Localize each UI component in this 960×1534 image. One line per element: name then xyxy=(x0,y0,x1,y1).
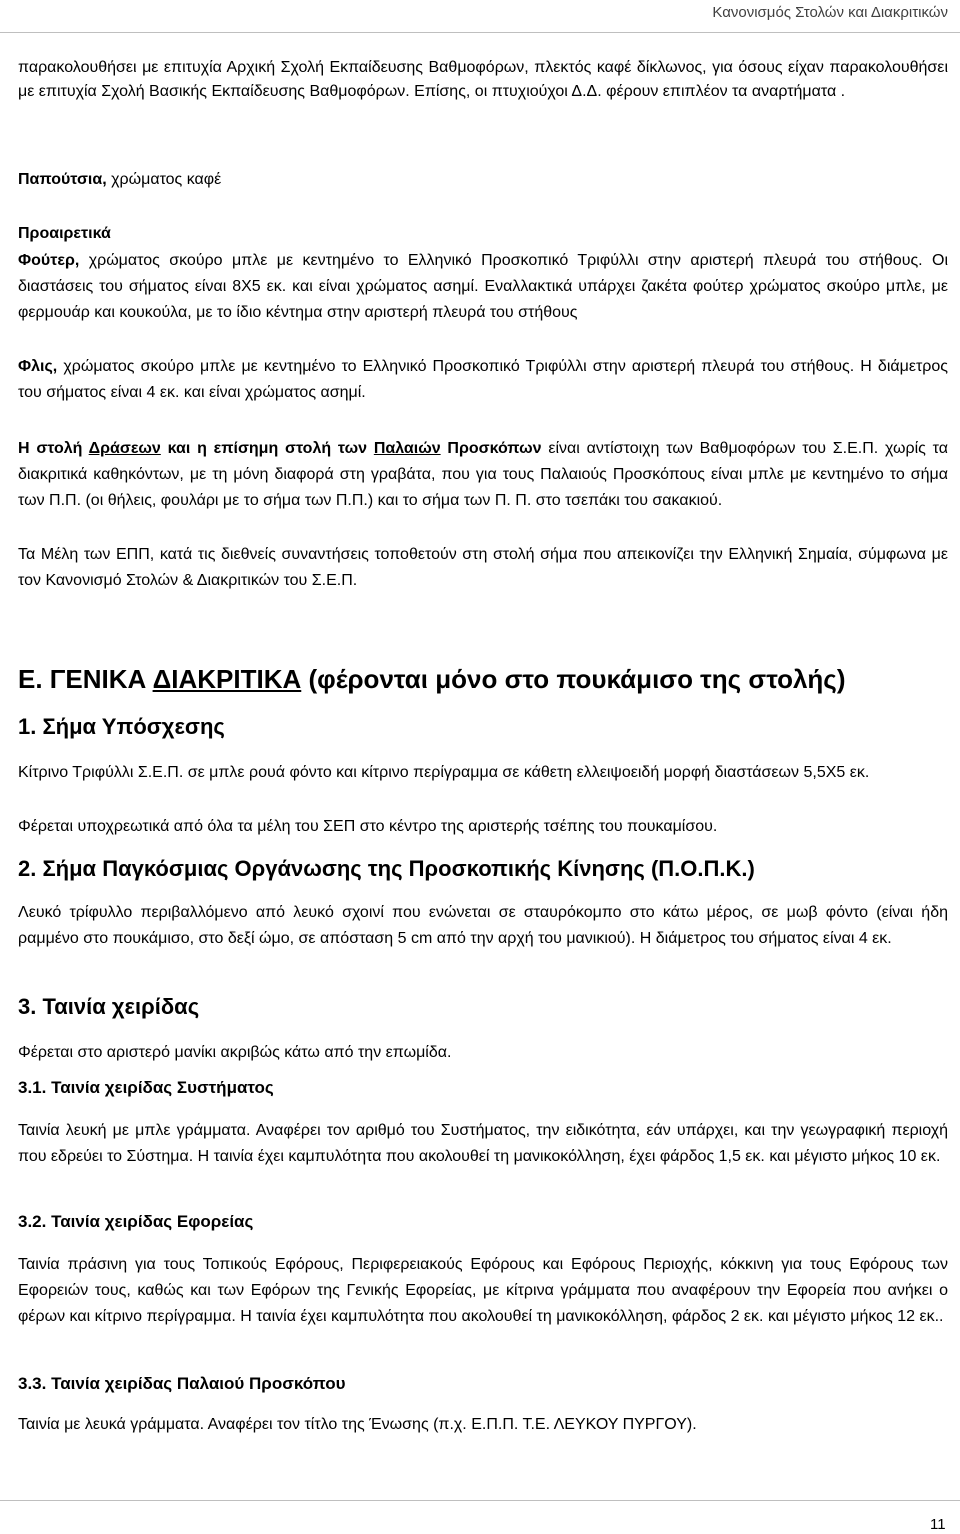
fleece-label: Φλις, xyxy=(18,358,58,375)
running-header: Κανονισμός Στολών και Διακριτικών xyxy=(712,4,948,21)
fleece-paragraph xyxy=(18,354,948,406)
section-2-heading: 2. Σήμα Παγκόσμιας Οργάνωσης της Προσκοπικής Κίνησης (Π.Ο.Π.Κ.) xyxy=(18,856,755,881)
shoes-text: χρώματος καφέ xyxy=(106,171,222,188)
section-1-paragraph-2: Φέρεται υποχρεωτικά από όλα τα μέλη του ΣΕΠ στο κέντρο της αριστερής τσέπης του πουκαμίσου. xyxy=(18,818,718,835)
section-3-1-paragraph: Ταινία λευκή με μπλε γράμματα. Αναφέρει τον αριθμό του Συστήματος, την ειδικότητα, εάν υπάρχει, και την γεωγραφική περιοχή που εδρεύει το Σύστημα. Η ταινία έχει καμπυλότητα που ακολουθεί τη μανικοκόλληση, έχει φάρδος 1,5 εκ. και μέγιστο μήκος 10 εκ. xyxy=(18,1122,948,1165)
section-e-title: Ε. ΓΕΝΙΚΑ ΔΙΑΚΡΙΤΙΚΑ (φέρονται μόνο στο πουκάμισο της στολής) xyxy=(18,664,846,694)
sweater-label: Φούτερ, xyxy=(18,252,80,269)
header-divider xyxy=(0,32,960,33)
section-1-heading: 1. Σήμα Υπόσχεσης xyxy=(18,714,225,739)
shoes-label: Παπούτσια, xyxy=(18,171,107,188)
sweater-text: χρώματος σκούρο μπλε με κεντημένο το Ελληνικό Προσκοπικό Τριφύλλι στην αριστερή πλευρά του στήθους. Οι διαστάσεις του σήματος είναι 8Χ5 εκ. και είναι χρώματος ασημί. Εναλλακτικά υπάρχει ζακέτα φούτερ χρώματος σκούρο μπλε, με φερμουάρ και κουκούλα, με το ίδιο κέντημα στην αριστερή πλευρά του στήθους xyxy=(18,252,948,321)
section-3-paragraph: Φέρεται στο αριστερό μανίκι ακριβώς κάτω από την επωμίδα. xyxy=(18,1044,452,1061)
section-3-1-heading: 3.1. Ταινία χειρίδας Συστήματος xyxy=(18,1078,274,1097)
section-3-3-heading: 3.3. Ταινία χειρίδας Παλαιού Προσκόπου xyxy=(18,1374,346,1393)
footer-divider xyxy=(0,1500,960,1501)
fleece-text: χρώματος σκούρο μπλε με κεντημένο το Ελληνικό Προσκοπικό Τριφύλλι στην αριστερή πλευρά του στήθους. Η διάμετρος του σήματος είναι 4 εκ. και είναι χρώματος ασημί. xyxy=(18,358,948,401)
section-3-2-paragraph: Ταινία πράσινη για τους Τοπικούς Εφόρους, Περιφερειακούς Εφόρους και Εφόρους Περιοχής, κόκκινη για τους Εφόρους των Εφορειών τους, καθώς και των Εφόρων της Γενικής Εφορείας, με κίτρινα γράμματα που αναφέρουν την Εφορεία που ανήκει ο φέρων και κίτρινο περίγραμμα. Η ταινία έχει καμπυλότητα που ακολουθεί τη μανικοκόλληση, φάρδος 2 εκ. και μέγιστο μήκος 12 εκ.. xyxy=(18,1256,948,1325)
page-number: 11 xyxy=(930,1516,946,1533)
shoes-paragraph xyxy=(18,168,948,192)
section-3-2-heading: 3.2. Ταινία χειρίδας Εφορείας xyxy=(18,1212,254,1231)
intro-paragraph: παρακολουθήσει με επιτυχία Αρχική Σχολή Εκπαίδευσης Βαθμοφόρων, πλεκτός καφέ δίκλωνος, για όσους είχαν παρακολουθήσει με επιτυχία Σχολή Βασικής Εκπαίδευσης Βαθμοφόρων. Επίσης, οι πτυχιούχοι Δ.Δ. φέρουν επιπλέον τα αναρτήματα . xyxy=(18,59,948,100)
section-2-paragraph: Λευκό τρίφυλλο περιβαλλόμενο από λευκό σχοινί που ενώνεται σε σταυρόκομπο στο κάτω μέρος, σε μωβ φόντο (είναι ήδη ραμμένο στο πουκάμισο, στο δεξί ώμο, σε απόσταση 5 cm από την αρχή του μανικιού). Η διάμετρος του σήματος είναι 4 εκ. xyxy=(18,904,948,947)
section-3-3-paragraph: Ταινία με λευκά γράμματα. Αναφέρει τον τίτλο της Ένωσης (π.χ. Ε.Π.Π. Τ.Ε. ΛΕΥΚΟΥ ΠΥΡΓΟΥ). xyxy=(18,1416,697,1433)
sweater-paragraph xyxy=(18,248,948,326)
optional-heading: Προαιρετικά xyxy=(18,225,111,242)
flag-badge-paragraph: Τα Μέλη των ΕΠΠ, κατά τις διεθνείς συναντήσεις τοποθετούν στη στολή σήμα που απεικονίζει την Ελληνική Σημαία, σύμφωνα με τον Κανονισμό Στολών & Διακριτικών του Σ.Ε.Π. xyxy=(18,546,948,589)
section-3-heading: 3. Ταινία χειρίδας xyxy=(18,994,200,1019)
section-1-paragraph: Κίτρινο Τριφύλλι Σ.Ε.Π. σε μπλε ρουά φόντο και κίτρινο περίγραμμα σε κάθετη ελλειψοειδή μορφή διαστάσεων 5,5Χ5 εκ. xyxy=(18,764,870,781)
uniforms-paragraph: Η στολή Δράσεων και η επίσημη στολή των Παλαιών Προσκόπων είναι αντίστοιχη των Βαθμοφόρων του Σ.Ε.Π. χωρίς τα διακριτικά καθηκόντων, με τη μόνη διαφορά στη γραβάτα, που για τους Παλαιούς Προσκόπους είναι μπλε με κεντημένο το σήμα των Π.Π. (οι θήλεις, φουλάρι με το σήμα των Π.Π.) και το σήμα των Π. Π. στο τσεπάκι του σακακιού. xyxy=(18,440,948,509)
